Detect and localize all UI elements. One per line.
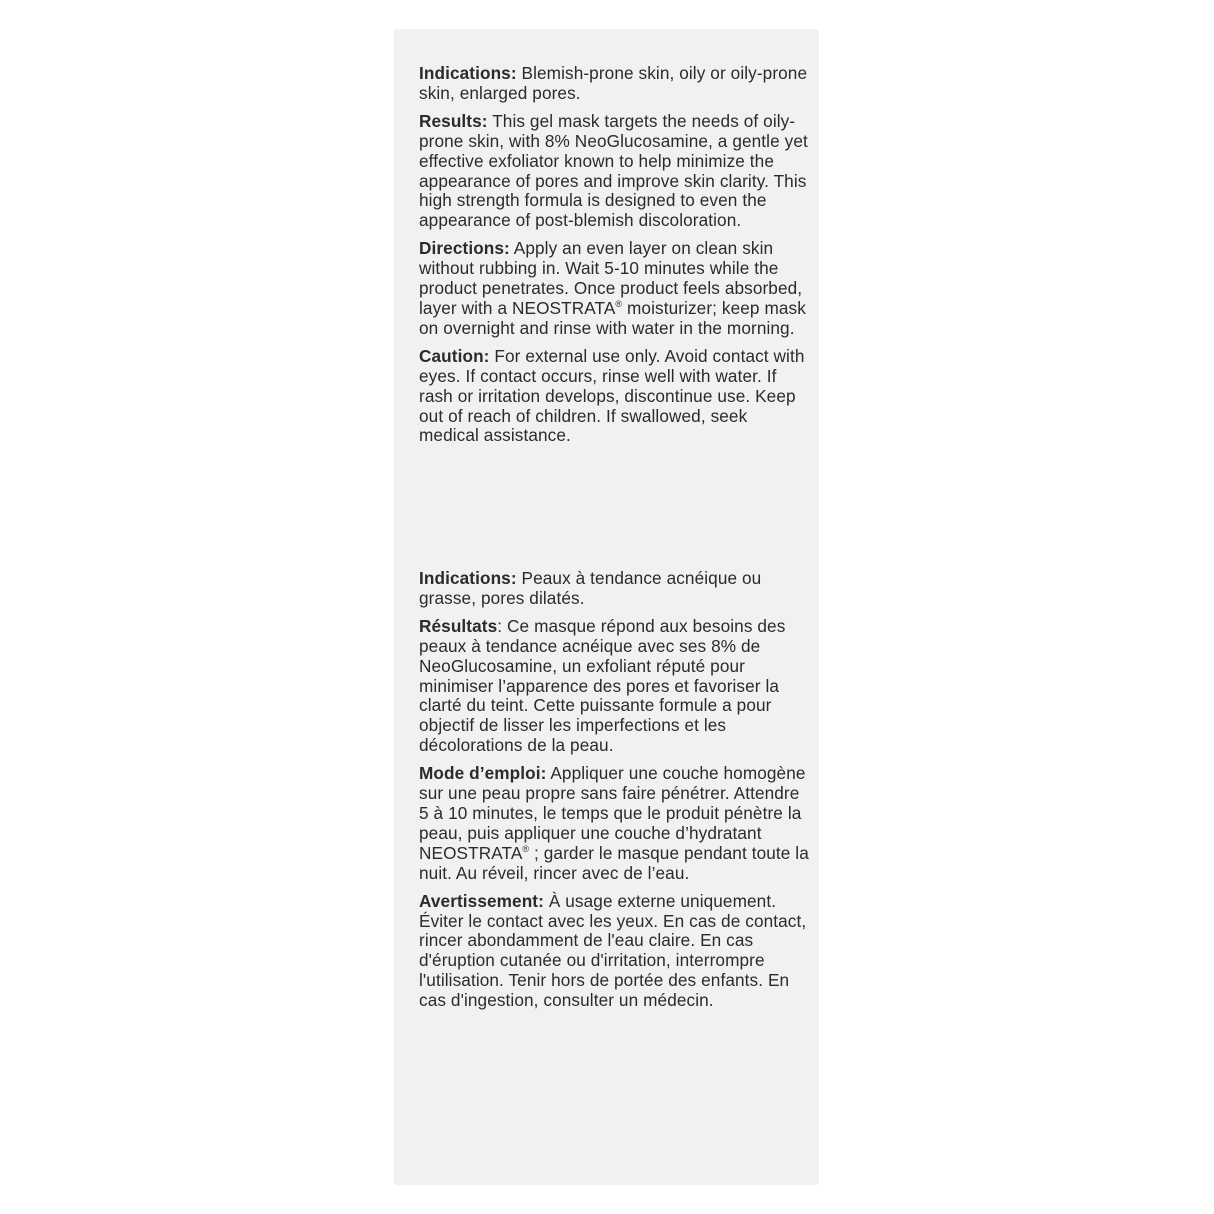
mode-emploi-text-before: Appliquer une couche homogène sur une peau propre sans faire pénétrer. Attendre 5 à 10 minutes, le temps que le produit pénètre la peau, puis appliquer une couche d’hydratant NEOSTRATA: [419, 763, 806, 863]
indications-text: Blemish-prone skin, oily or oily-prone skin, enlarged pores.: [419, 63, 808, 103]
caution-paragraph: [419, 347, 809, 447]
directions-text-after: moisturizer; keep mask on overnight and rinse with water in the morning.: [419, 297, 806, 338]
indications-fr-text: Peaux à tendance acnéique ou grasse, pores dilatés.: [419, 568, 762, 608]
avertissement-paragraph: [419, 892, 809, 1011]
mode-emploi-heading: Mode d’emploi:: [419, 763, 547, 784]
resultats-paragraph: [419, 617, 809, 756]
results-heading: Results:: [419, 110, 488, 131]
directions-text-before: Apply an even layer on clean skin without rubbing in. Wait 5-10 minutes while the product penetrates. Once product feels absorbed, layer with a NEOSTRATA: [419, 238, 803, 318]
indications-heading: Indications:: [419, 63, 517, 83]
indications-fr-heading: Indications:: [419, 568, 517, 588]
directions-paragraph: [419, 239, 809, 339]
english-section: [419, 64, 809, 454]
results-text: This gel mask targets the needs of oily-prone skin, with 8% NeoGlucosamine, a gentle yet effective exfoliator known to help minimize the appearance of pores and improve skin clarity. This high strength formula is designed to even the appearance of post-blemish discoloration.: [419, 110, 808, 231]
results-paragraph: [419, 112, 809, 231]
registered-mark: ®: [615, 298, 623, 309]
directions-heading: Directions:: [419, 238, 510, 259]
resultats-heading: Résultats: [419, 615, 498, 636]
indications-paragraph: [419, 64, 809, 104]
avertissement-heading: Avertissement:: [419, 890, 544, 911]
caution-text: For external use only. Avoid contact with eyes. If contact occurs, rinse well with water. If rash or irritation develops, discontinue use. Keep out of reach of children. If swallowed, seek medical assistance.: [419, 345, 805, 446]
indications-fr-paragraph: [419, 569, 809, 609]
caution-heading: Caution:: [419, 345, 490, 366]
resultats-text: : Ce masque répond aux besoins des peaux à tendance acnéique avec ses 8% de NeoGlucosamine, un exfoliant réputé pour minimiser l’apparence des pores et favoriser la clarté du teint. Cette puissante formule a pour objectif de lisser les imperfections et les décolorations de la peau.: [419, 615, 786, 756]
mode-emploi-text-after: ; garder le masque pendant toute la nuit. Au réveil, rincer avec de l’eau.: [419, 842, 809, 883]
registered-mark: ®: [522, 843, 530, 854]
avertissement-text: À usage externe uniquement. Éviter le contact avec les yeux. En cas de contact, rincer abondamment de l'eau claire. En cas d'éruption cutanée ou d'irritation, interrompre l'utilisation. Tenir hors de portée des enfants. En cas d'ingestion, consulter un médecin.: [419, 890, 807, 1011]
french-section: [419, 569, 809, 1019]
mode-emploi-paragraph: [419, 764, 809, 883]
